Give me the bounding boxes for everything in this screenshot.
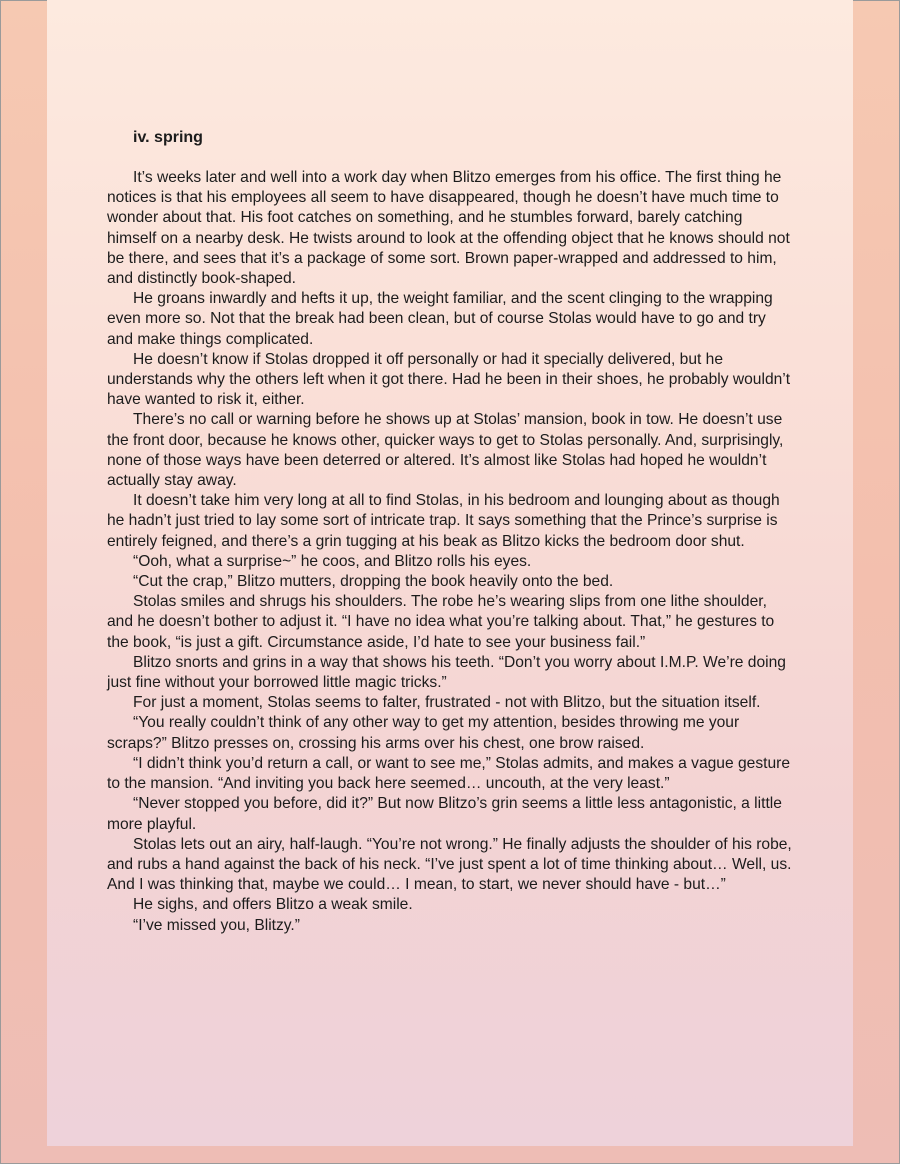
chapter-title: iv. spring xyxy=(133,129,203,146)
paragraph: “Never stopped you before, did it?” But now Blitzo’s grin seems a little less antagonistic, a little more playful. xyxy=(107,795,782,833)
paragraph: “I didn’t think you’d return a call, or want to see me,” Stolas admits, and makes a vague gesture to the mansion. “And inviting you back here seemed… uncouth, at the very least.” xyxy=(107,754,791,793)
paragraph: Blitzo snorts and grins in a way that shows his teeth. “Don’t you worry about I.M.P. We’re doing just fine without your borrowed little magic tricks.” xyxy=(107,653,786,692)
paragraph: “Cut the crap,” Blitzo mutters, dropping the book heavily onto the bed. xyxy=(133,573,614,591)
paragraph: He doesn’t know if Stolas dropped it off personally or had it specially delivered, but he understands why the others left when it got there. Had he been in their shoes, he probably wouldn’t have wanted to risk it, either. xyxy=(107,350,791,409)
paragraph: “You really couldn’t think of any other way to get my attention, besides throwing me your scraps?” Blitzo presses on, crossing his arms over his chest, one brow raised. xyxy=(107,714,740,752)
document-body xyxy=(107,128,793,936)
paragraph: It doesn’t take him very long at all to find Stolas, in his bedroom and lounging about as though he hadn’t just tried to lay some sort of intricate trap. It says something that the Prince’s surprise is entirely feigned, and there’s a grin tugging at his beak as Blitzo kicks the bedroom door shut. xyxy=(107,492,780,550)
paragraph: He groans inwardly and hefts it up, the weight familiar, and the scent clinging to the wrapping even more so. Not that the break had been clean, but of course Stolas would have to go and try and make things complicated. xyxy=(107,290,773,348)
paragraph: It’s weeks later and well into a work day when Blitzo emerges from his office. The first thing he notices is that his employees all seem to have disappeared, though he doesn’t have much time to wonder about that. His foot catches on something, and he stumbles forward, barely catching himself on a nearby desk. He twists around to look at the offending object that he knows should not be there, and sees that it’s a package of some sort. Brown paper-wrapped and addressed to him, and distinctly book-shaped. xyxy=(107,169,790,288)
paragraph: Stolas smiles and shrugs his shoulders. The robe he’s wearing slips from one lithe shoulder, and he doesn’t bother to adjust it. “I have no idea what you’re talking about. That,” he gestures to the book, “is just a gift. Circumstance aside, I’d hate to see your business fail.” xyxy=(107,593,775,651)
paragraph: There’s no call or warning before he shows up at Stolas’ mansion, book in tow. He doesn’t use the front door, because he knows other, quicker ways to get to Stolas personally. And, surprisingly, none of those ways have been deterred or altered. It’s almost like Stolas had hoped he wouldn’t actually stay away. xyxy=(107,411,784,490)
paragraph: For just a moment, Stolas seems to falter, frustrated - not with Blitzo, but the situation itself. xyxy=(133,694,761,712)
paragraph: “Ooh, what a surprise~” he coos, and Blitzo rolls his eyes. xyxy=(133,552,532,570)
paragraph: “I’ve missed you, Blitzy.” xyxy=(133,916,300,934)
paragraph: Stolas lets out an airy, half-laugh. “You’re not wrong.” He finally adjusts the shoulder of his robe, and rubs a hand against the back of his neck. “I’ve just spent a lot of time thinking about… Well, us. And I was thinking that, maybe we could… I mean, to start, we never should have - but…” xyxy=(107,835,792,894)
paragraph: He sighs, and offers Blitzo a weak smile. xyxy=(133,896,413,914)
